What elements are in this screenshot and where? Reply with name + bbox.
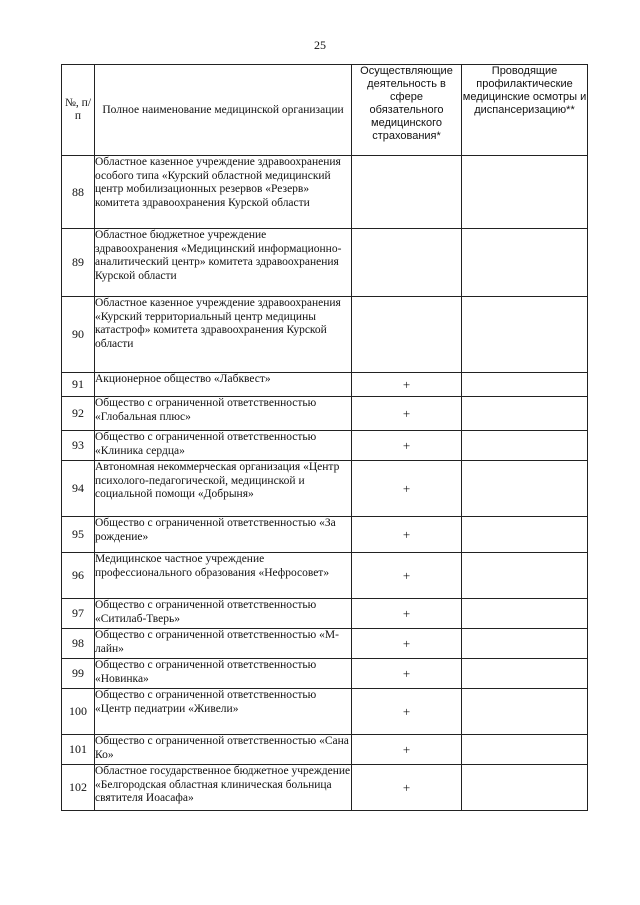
table-row [62, 735, 588, 765]
row-number: 96 [62, 553, 95, 599]
preventive-mark [462, 553, 588, 599]
preventive-mark [462, 599, 588, 629]
table-header-row [62, 65, 588, 156]
preventive-mark [462, 297, 588, 373]
insurance-mark: + [352, 599, 462, 629]
organization-name: Общество с ограниченной ответственностью «М-лайн» [95, 629, 352, 659]
row-number: 99 [62, 659, 95, 689]
organization-name: Общество с ограниченной ответственностью «Глобальная плюс» [95, 397, 352, 431]
insurance-mark: + [352, 517, 462, 553]
organization-name: Медицинское частное учреждение профессионального образования «Нефросовет» [95, 553, 352, 599]
row-number: 102 [62, 765, 95, 811]
table-row [62, 659, 588, 689]
row-number: 90 [62, 297, 95, 373]
preventive-mark [462, 735, 588, 765]
organization-name: Областное бюджетное учреждение здравоохранения «Медицинский информационно-аналитический центр» комитета здравоохранения Курской области [95, 229, 352, 297]
row-number: 100 [62, 689, 95, 735]
row-number: 89 [62, 229, 95, 297]
insurance-mark: + [352, 765, 462, 811]
row-number: 92 [62, 397, 95, 431]
medical-organizations-table [61, 64, 588, 811]
insurance-mark [352, 156, 462, 229]
organization-name: Общество с ограниченной ответственностью «Клиника сердца» [95, 431, 352, 461]
preventive-mark [462, 229, 588, 297]
preventive-mark [462, 431, 588, 461]
organization-name: Общество с ограниченной ответственностью «Центр педиатрии «Живели» [95, 689, 352, 735]
table-row [62, 517, 588, 553]
preventive-mark [462, 659, 588, 689]
organization-name: Автономная некоммерческая организация «Центр психолого-педагогической, медицинской и социальной помощи «Добрыня» [95, 461, 352, 517]
insurance-mark: + [352, 373, 462, 397]
preventive-mark [462, 689, 588, 735]
organization-name: Областное казенное учреждение здравоохранения «Курский территориальный центр медицины катастроф» комитета здравоохранения Курской области [95, 297, 352, 373]
preventive-mark [462, 156, 588, 229]
header-insurance: Осуществляющие деятельность в сфере обязательного медицинского страхования* [352, 65, 462, 156]
row-number: 97 [62, 599, 95, 629]
insurance-mark: + [352, 553, 462, 599]
row-number: 88 [62, 156, 95, 229]
insurance-mark: + [352, 629, 462, 659]
preventive-mark [462, 765, 588, 811]
organization-name: Общество с ограниченной ответственностью «За рождение» [95, 517, 352, 553]
page-number: 25 [314, 38, 326, 52]
organization-name: Общество с ограниченной ответственностью «Ситилаб-Тверь» [95, 599, 352, 629]
row-number: 98 [62, 629, 95, 659]
organization-name: Областное казенное учреждение здравоохранения особого типа «Курский областной медицинский центр мобилизационных резервов «Резерв» комитета здравоохранения Курской области [95, 156, 352, 229]
organization-name: Общество с ограниченной ответственностью «Новинка» [95, 659, 352, 689]
organization-name: Областное государственное бюджетное учреждение «Белгородская областная клиническая больница святителя Иоасафа» [95, 765, 352, 811]
table-row [62, 553, 588, 599]
insurance-mark: + [352, 689, 462, 735]
table-row [62, 229, 588, 297]
table-row [62, 765, 588, 811]
insurance-mark: + [352, 397, 462, 431]
table-row [62, 156, 588, 229]
insurance-mark [352, 229, 462, 297]
organization-name: Акционерное общество «Лабквест» [95, 373, 352, 397]
insurance-mark: + [352, 735, 462, 765]
table-row [62, 297, 588, 373]
organization-name: Общество с ограниченной ответственностью «Сана Ко» [95, 735, 352, 765]
table-row [62, 629, 588, 659]
table-row [62, 431, 588, 461]
insurance-mark: + [352, 431, 462, 461]
table-row [62, 599, 588, 629]
header-preventive-exams: Проводящие профилактические медицинские осмотры и диспансеризацию** [462, 65, 588, 156]
table-row [62, 689, 588, 735]
row-number: 94 [62, 461, 95, 517]
preventive-mark [462, 517, 588, 553]
row-number: 93 [62, 431, 95, 461]
table-row [62, 373, 588, 397]
table-row [62, 397, 588, 431]
row-number: 91 [62, 373, 95, 397]
header-number: №, п/п [62, 65, 95, 156]
insurance-mark: + [352, 659, 462, 689]
row-number: 95 [62, 517, 95, 553]
preventive-mark [462, 373, 588, 397]
insurance-mark: + [352, 461, 462, 517]
table-body [62, 156, 588, 811]
preventive-mark [462, 629, 588, 659]
preventive-mark [462, 397, 588, 431]
table-row [62, 461, 588, 517]
insurance-mark [352, 297, 462, 373]
header-organization-name: Полное наименование медицинской организации [95, 65, 352, 156]
preventive-mark [462, 461, 588, 517]
row-number: 101 [62, 735, 95, 765]
